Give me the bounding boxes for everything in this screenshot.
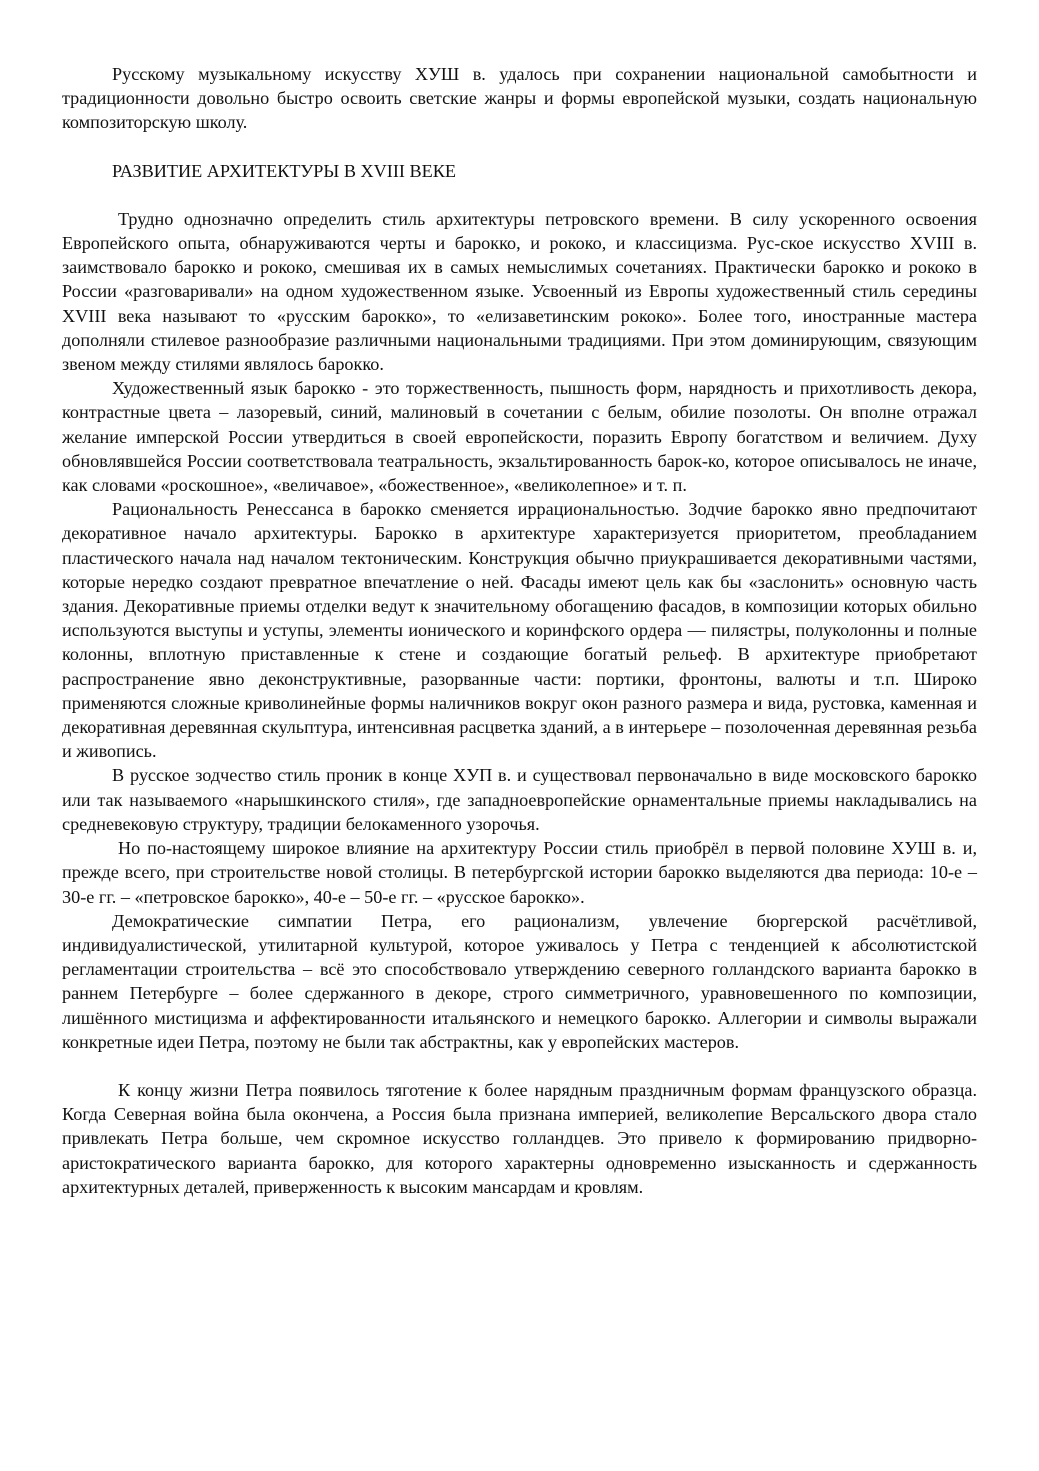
paragraph-baroque-language: Художественный язык барокко - это торжественность, пышность форм, нарядность и прихотливость декора, контрастные цвета – лазоревый, синий, малиновый в сочетании с белым, обилие позолоты. Он вполне отражал желание имперской России утвердиться в своей европейскости, поразить Европу богатством и величием. Духу обновлявшейся России соответствовала театральность, экзальтированность барок-ко, которое описывалось не иначе, как словами «роскошное», «величавое», «божественное», «великолепное» и т. п. (62, 378, 977, 496)
paragraph-style-definition: Трудно однозначно определить стиль архитектуры петровского времени. В силу ускоренного освоения Европейского опыта, обнаруживаются черты и барокко, и рококо, и классицизма. Рус-ское искусство XVIII в. заимствовало барокко и рококо, смешивая их в самых немыслимых сочетаниях. Практически барокко и рококо в России «разговаривали» на одном художественном языке. Усвоенный из Европы художественный стиль середины XVIII века называют то «русским барокко», то «елизаветинским рококо». Более того, иностранные мастера дополняли стилевое разнообразие различными национальными традициями. При этом доминирующим, связующим звеном между стилями являлось барокко. (62, 208, 977, 375)
paragraph-dutch-variant: Демократические симпатии Петра, его рационализм, увлечение бюргерской расчётливой, индивидуалистической, утилитарной культурой, которое уживалось у Петра с тенденцией к абсолютистской регламентации строительства – всё это способствовало утверждению северного голландского варианта барокко в раннем Петербурге – более сдержанного в декоре, строго симметричного, уравновешенного по композиции, лишённого мистицизма и аффектированности итальянского и немецкого барокко. Аллегории и символы выражали конкретные идеи Петра, поэтому не были так абстрактны, как у европейских мастеров. (62, 910, 977, 1052)
paragraph-baroque-architecture: Рациональность Ренессанса в барокко сменяется иррациональностью. Зодчие барокко явно предпочитают декоративное начало архитектуры. Барокко в архитектуре характеризуется приоритетом, преобладанием пластического начала над началом тектоническим. Конструкция обычно приукрашивается декоративными частями, которые нередко создают превратное впечатление о ней. Фасады имеют цель как бы «заслонить» основную часть здания. Декоративные приемы отделки ведут к значительному обогащению фасадов, в композиции которых обильно используются выступы и уступы, элементы ионического и коринфского ордера — пилястры, полуколонны и полные колонны, вплотную приставленные к стене и создающие богатый рельеф. В архитектуре приобретают распространение явно деконструктивные, разорванные части: портики, фронтоны, валюты и т.п. Широко применяются сложные криволинейные формы наличников вокруг окон разного размера и вида, рустовка, каменная и декоративная деревянная скульптура, интенсивная расцветка зданий, а в интерьере – позолоченная деревянная резьба и живопись. (62, 499, 977, 762)
paragraph-french-influence: К концу жизни Петра появилось тяготение к более нарядным праздничным формам французского образца. Когда Северная война была окончена, а Россия была признана империей, великолепие Версальского двора стало привлекать Петра больше, чем скромное искусство голландцев. Это привело к формированию придворно-аристократического варианта барокко, для которого характерны одновременно изысканность и сдержанность архитектурных деталей, приверженность к высоким мансардам и кровлям. (62, 1079, 977, 1197)
section-heading: РАЗВИТИЕ АРХИТЕКТУРЫ В XVIII ВЕКЕ (112, 160, 456, 181)
document-page (62, 62, 977, 1199)
paragraph-petersburg-periods: Но по-настоящему широкое влияние на архитектуру России стиль приобрёл в первой половине ХУШ в. и, прежде всего, при строительстве новой столицы. В петербургской истории барокко выделяются два периода: 10-е – 30-е гг. – «петровское барокко», 40-е – 50-е гг. – «русское барокко». (62, 838, 977, 907)
paragraph-moscow-baroque: В русское зодчество стиль проник в конце ХУП в. и существовал первоначально в виде московского барокко или так называемого «нарышкинского стиля», где западноевропейские орнаментальные приемы накладывались на средневековую структуру, традиции белокаменного узорочья. (62, 765, 977, 834)
intro-paragraph: Русскому музыкальному искусству ХУШ в. удалось при сохранении национальной самобытности и традиционности довольно быстро освоить светские жанры и формы европейской музыки, создать национальную композиторскую школу. (62, 64, 977, 133)
